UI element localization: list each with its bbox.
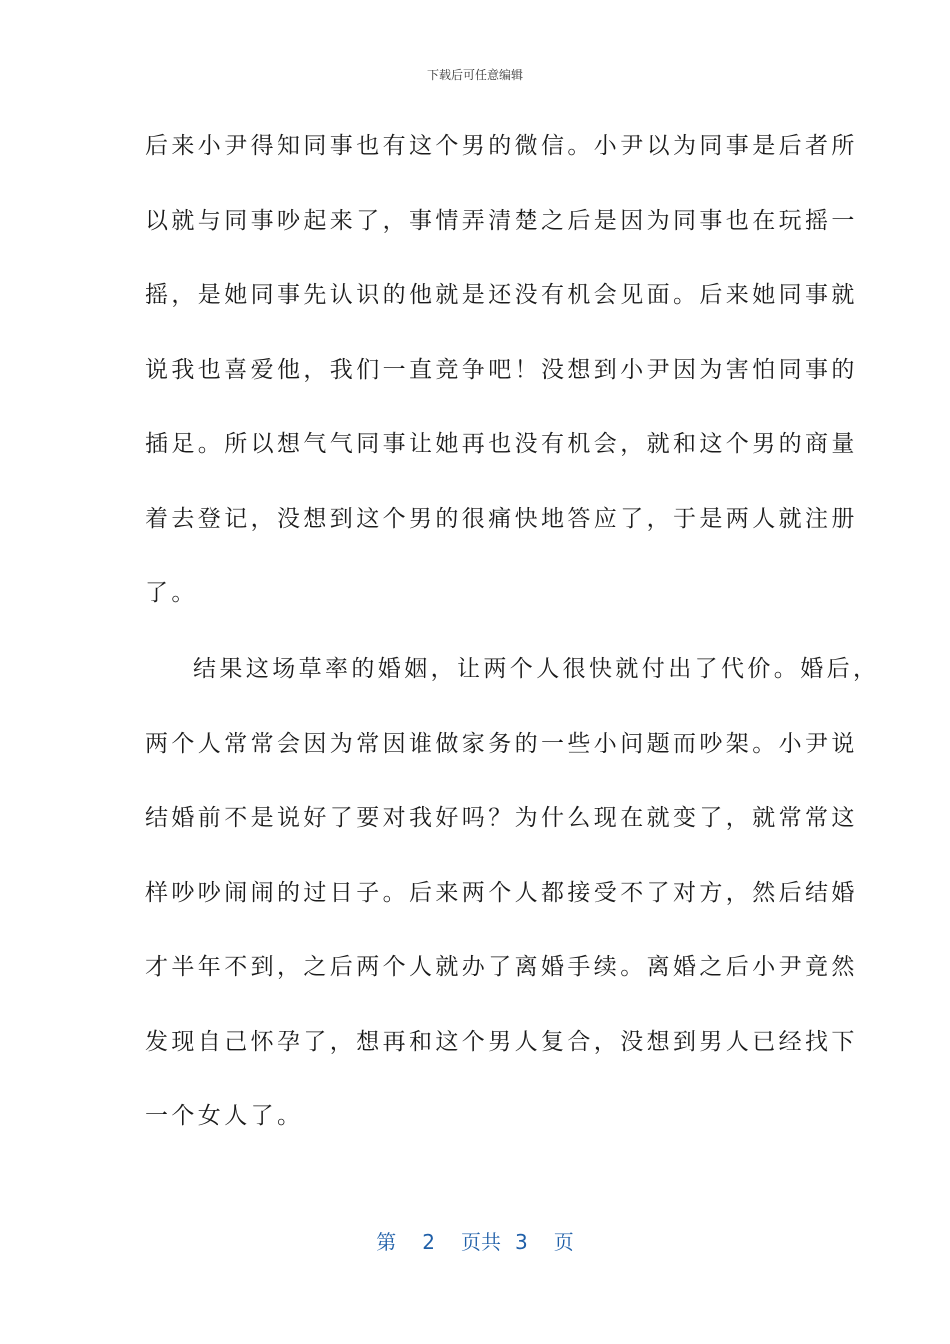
- page-header: 下载后可任意编辑: [426, 68, 523, 82]
- footer-prefix: 第: [376, 1230, 397, 1254]
- paragraph-2-line-3: 结婚前不是说好了要对我好吗？为什么现在就变了，就常常这: [145, 805, 858, 831]
- paragraph-1-line-2: 以就与同事吵起来了，事情弄清楚之后是因为同事也在玩摇一: [145, 208, 858, 234]
- paragraph-2-line-2: 两个人常常会因为常因谁做家务的一些小问题而吵架。小尹说: [145, 731, 858, 757]
- total-pages-number: 3: [515, 1230, 528, 1254]
- footer-middle: 页共: [461, 1230, 501, 1254]
- footer-suffix: 页: [553, 1230, 574, 1254]
- paragraph-2-line-7: 一个女人了。: [145, 1103, 304, 1129]
- paragraph-1-line-3: 摇，是她同事先认识的他就是还没有机会见面。后来她同事就: [145, 282, 858, 308]
- current-page-number: 2: [422, 1230, 435, 1254]
- paragraph-1-line-6: 着去登记，没想到这个男的很痛快地答应了，于是两人就注册: [145, 506, 858, 532]
- paragraph-2-line-1: 结果这场草率的婚姻，让两个人很快就付出了代价。婚后，: [193, 656, 880, 682]
- paragraph-2-line-5: 才半年不到，之后两个人就办了离婚手续。离婚之后小尹竟然: [145, 954, 858, 980]
- page-footer: [0, 1226, 950, 1255]
- paragraph-1-line-7: 了。: [145, 580, 198, 606]
- paragraph-1-line-4: 说我也喜爱他，我们一直竞争吧！没想到小尹因为害怕同事的: [145, 357, 858, 383]
- paragraph-1-line-5: 插足。所以想气气同事让她再也没有机会，就和这个男的商量: [145, 431, 858, 457]
- paragraph-2-line-4: 样吵吵闹闹的过日子。后来两个人都接受不了对方，然后结婚: [145, 880, 858, 906]
- paragraph-2-line-6: 发现自己怀孕了，想再和这个男人复合，没想到男人已经找下: [145, 1029, 858, 1055]
- paragraph-1-line-1: 后来小尹得知同事也有这个男的微信。小尹以为同事是后者所: [145, 133, 858, 159]
